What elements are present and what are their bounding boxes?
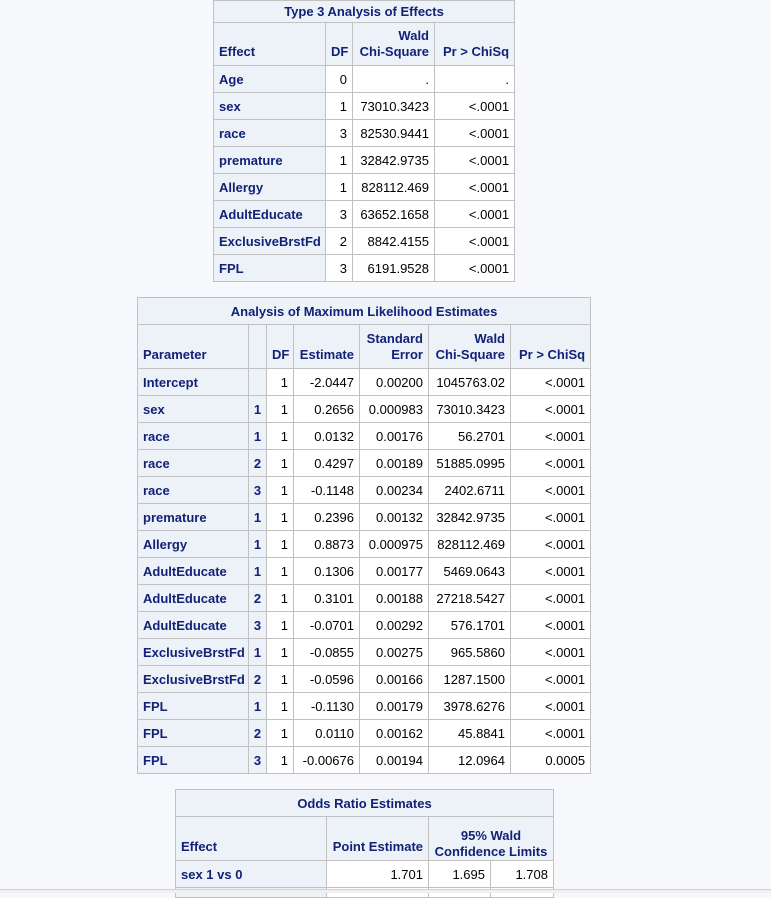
df-cell: 1 xyxy=(326,93,353,120)
estimate-cell: 0.2656 xyxy=(294,396,360,423)
df-cell: 1 xyxy=(267,639,294,666)
df-cell: 2 xyxy=(326,228,353,255)
standard-error-cell: 0.00179 xyxy=(360,693,429,720)
df-cell: 1 xyxy=(267,585,294,612)
df-cell: 1 xyxy=(326,147,353,174)
parameter-cell: race xyxy=(138,450,249,477)
estimate-cell: -0.0596 xyxy=(294,666,360,693)
estimate-cell: -0.00676 xyxy=(294,747,360,774)
estimate-cell: 0.0132 xyxy=(294,423,360,450)
pr-chisq-cell: <.0001 xyxy=(511,396,591,423)
pr-chisq-cell: <.0001 xyxy=(511,369,591,396)
pr-chisq-cell: <.0001 xyxy=(511,504,591,531)
table-row xyxy=(214,228,515,255)
wald-chi-square-cell: 965.5860 xyxy=(429,639,511,666)
header-line: Error xyxy=(391,347,423,362)
level-cell: 1 xyxy=(249,423,267,450)
parameter-cell: FPL xyxy=(138,747,249,774)
column-header-wald xyxy=(353,23,435,66)
wald-chi-square-cell: 73010.3423 xyxy=(429,396,511,423)
column-header-effect: Effect xyxy=(176,817,327,861)
table-row xyxy=(138,558,591,585)
df-cell: 1 xyxy=(267,720,294,747)
table-row xyxy=(214,147,515,174)
standard-error-cell: 0.00176 xyxy=(360,423,429,450)
df-cell: 1 xyxy=(267,369,294,396)
header-line: Chi-Square xyxy=(359,44,429,59)
wald-chi-square-cell: 27218.5427 xyxy=(429,585,511,612)
table-row xyxy=(138,693,591,720)
table-row xyxy=(138,585,591,612)
table-title: Odds Ratio Estimates xyxy=(176,790,554,817)
estimate-cell: 0.0110 xyxy=(294,720,360,747)
pr-chisq-cell: <.0001 xyxy=(435,201,515,228)
pr-chisq-cell: <.0001 xyxy=(435,120,515,147)
odds-ratio-table xyxy=(175,789,554,898)
column-header-level xyxy=(249,325,267,369)
level-cell: 1 xyxy=(249,396,267,423)
wald-chi-square-cell: 3978.6276 xyxy=(429,693,511,720)
df-cell: 1 xyxy=(267,612,294,639)
header-line: Wald xyxy=(398,28,429,43)
pr-chisq-cell: <.0001 xyxy=(511,531,591,558)
parameter-cell: ExclusiveBrstFd xyxy=(138,666,249,693)
estimate-cell: 0.1306 xyxy=(294,558,360,585)
df-cell: 1 xyxy=(267,504,294,531)
pr-chisq-cell: <.0001 xyxy=(435,147,515,174)
table-row xyxy=(138,612,591,639)
level-cell: 2 xyxy=(249,585,267,612)
header-line: 95% Wald xyxy=(460,828,522,843)
standard-error-cell: 0.00200 xyxy=(360,369,429,396)
df-cell: 0 xyxy=(326,66,353,93)
header-line: Confidence Limits xyxy=(434,844,548,859)
table-row xyxy=(214,255,515,282)
pr-chisq-cell: <.0001 xyxy=(511,693,591,720)
estimate-cell: -0.1130 xyxy=(294,693,360,720)
estimate-cell: 0.3101 xyxy=(294,585,360,612)
pr-chisq-cell: <.0001 xyxy=(511,666,591,693)
pr-chisq-cell: <.0001 xyxy=(511,477,591,504)
standard-error-cell: 0.00132 xyxy=(360,504,429,531)
pr-chisq-cell: <.0001 xyxy=(511,720,591,747)
column-header-pr: Pr > ChiSq xyxy=(435,23,515,66)
standard-error-cell: 0.00234 xyxy=(360,477,429,504)
wald-chi-square-cell: 56.2701 xyxy=(429,423,511,450)
parameter-cell: FPL xyxy=(138,693,249,720)
level-cell: 3 xyxy=(249,477,267,504)
wald-chi-square-cell: 2402.6711 xyxy=(429,477,511,504)
wald-chi-square-cell: 51885.0995 xyxy=(429,450,511,477)
level-cell: 3 xyxy=(249,612,267,639)
column-header-df: DF xyxy=(267,325,294,369)
pr-chisq-cell: <.0001 xyxy=(511,558,591,585)
table-row xyxy=(214,201,515,228)
wald-chi-square-cell: 828112.469 xyxy=(429,531,511,558)
wald-chi-square-cell: 1287.1500 xyxy=(429,666,511,693)
df-cell: 1 xyxy=(326,174,353,201)
table-row xyxy=(176,861,554,888)
df-cell: 1 xyxy=(267,423,294,450)
parameter-cell: AdultEducate xyxy=(138,558,249,585)
wald-chi-square-cell: 32842.9735 xyxy=(353,147,435,174)
estimate-cell: 0.2396 xyxy=(294,504,360,531)
estimate-cell: -0.0855 xyxy=(294,639,360,666)
wald-chi-square-cell: 1045763.02 xyxy=(429,369,511,396)
table-row xyxy=(138,477,591,504)
table-row xyxy=(138,747,591,774)
df-cell: 1 xyxy=(267,558,294,585)
column-header-wald xyxy=(429,325,511,369)
table-title: Type 3 Analysis of Effects xyxy=(214,1,515,23)
parameter-cell: premature xyxy=(138,504,249,531)
pr-chisq-cell: <.0001 xyxy=(435,228,515,255)
effect-cell: race xyxy=(214,120,326,147)
lower-limit-cell: 1.695 xyxy=(429,861,491,888)
column-header-point-estimate: Point Estimate xyxy=(327,817,429,861)
table-row xyxy=(138,531,591,558)
standard-error-cell: 0.00194 xyxy=(360,747,429,774)
effect-cell: sex 1 vs 0 xyxy=(176,861,327,888)
estimate-cell: 0.4297 xyxy=(294,450,360,477)
standard-error-cell: 0.000975 xyxy=(360,531,429,558)
wald-chi-square-cell: 63652.1658 xyxy=(353,201,435,228)
df-cell: 3 xyxy=(326,255,353,282)
df-cell: 3 xyxy=(326,201,353,228)
column-header-effect: Effect xyxy=(214,23,326,66)
estimate-cell: -0.1148 xyxy=(294,477,360,504)
standard-error-cell: 0.000983 xyxy=(360,396,429,423)
df-cell: 3 xyxy=(326,120,353,147)
table-row xyxy=(214,120,515,147)
type3-analysis-table xyxy=(213,0,515,282)
standard-error-cell: 0.00189 xyxy=(360,450,429,477)
df-cell: 1 xyxy=(267,477,294,504)
standard-error-cell: 0.00275 xyxy=(360,639,429,666)
effect-cell: premature xyxy=(214,147,326,174)
table-title: Analysis of Maximum Likelihood Estimates xyxy=(138,298,591,325)
pr-chisq-cell: <.0001 xyxy=(511,450,591,477)
table-row xyxy=(138,450,591,477)
wald-chi-square-cell: 6191.9528 xyxy=(353,255,435,282)
pr-chisq-cell: <.0001 xyxy=(511,639,591,666)
df-cell: 1 xyxy=(267,693,294,720)
pr-chisq-cell: <.0001 xyxy=(435,93,515,120)
table-row xyxy=(214,66,515,93)
window-bottom-edge xyxy=(0,889,771,893)
parameter-cell: FPL xyxy=(138,720,249,747)
wald-chi-square-cell: 32842.9735 xyxy=(429,504,511,531)
mle-table xyxy=(137,297,591,774)
level-cell: 2 xyxy=(249,720,267,747)
table-row xyxy=(138,639,591,666)
table-row xyxy=(138,396,591,423)
effect-cell: FPL xyxy=(214,255,326,282)
wald-chi-square-cell: . xyxy=(353,66,435,93)
standard-error-cell: 0.00166 xyxy=(360,666,429,693)
pr-chisq-cell: <.0001 xyxy=(511,423,591,450)
effect-cell: Age xyxy=(214,66,326,93)
level-cell: 2 xyxy=(249,450,267,477)
table-row xyxy=(138,423,591,450)
parameter-cell: race xyxy=(138,423,249,450)
column-header-pr: Pr > ChiSq xyxy=(511,325,591,369)
table-row xyxy=(214,93,515,120)
standard-error-cell: 0.00292 xyxy=(360,612,429,639)
df-cell: 1 xyxy=(267,747,294,774)
df-cell: 1 xyxy=(267,396,294,423)
level-cell: 1 xyxy=(249,531,267,558)
effect-cell: ExclusiveBrstFd xyxy=(214,228,326,255)
pr-chisq-cell: <.0001 xyxy=(511,585,591,612)
wald-chi-square-cell: 12.0964 xyxy=(429,747,511,774)
table-row xyxy=(138,720,591,747)
wald-chi-square-cell: 828112.469 xyxy=(353,174,435,201)
level-cell: 1 xyxy=(249,639,267,666)
level-cell: 2 xyxy=(249,666,267,693)
column-header-confidence-limits xyxy=(429,817,554,861)
pr-chisq-cell: 0.0005 xyxy=(511,747,591,774)
effect-cell: AdultEducate xyxy=(214,201,326,228)
df-cell: 1 xyxy=(267,531,294,558)
column-header-df: DF xyxy=(326,23,353,66)
parameter-cell: Intercept xyxy=(138,369,249,396)
effect-cell: Allergy xyxy=(214,174,326,201)
df-cell: 1 xyxy=(267,450,294,477)
parameter-cell: AdultEducate xyxy=(138,612,249,639)
column-header-estimate: Estimate xyxy=(294,325,360,369)
upper-limit-cell: 1.708 xyxy=(491,861,554,888)
df-cell: 1 xyxy=(267,666,294,693)
wald-chi-square-cell: 5469.0643 xyxy=(429,558,511,585)
standard-error-cell: 0.00162 xyxy=(360,720,429,747)
point-estimate-cell: 1.701 xyxy=(327,861,429,888)
estimate-cell: -0.0701 xyxy=(294,612,360,639)
table-row xyxy=(138,369,591,396)
header-line: Chi-Square xyxy=(435,347,505,362)
effect-cell: sex xyxy=(214,93,326,120)
level-cell xyxy=(249,369,267,396)
parameter-cell: race xyxy=(138,477,249,504)
wald-chi-square-cell: 82530.9441 xyxy=(353,120,435,147)
parameter-cell: AdultEducate xyxy=(138,585,249,612)
header-line: Wald xyxy=(474,331,505,346)
level-cell: 1 xyxy=(249,693,267,720)
parameter-cell: Allergy xyxy=(138,531,249,558)
column-header-parameter: Parameter xyxy=(138,325,249,369)
pr-chisq-cell: <.0001 xyxy=(435,255,515,282)
pr-chisq-cell: <.0001 xyxy=(511,612,591,639)
table-row xyxy=(138,666,591,693)
column-header-standard-error xyxy=(360,325,429,369)
wald-chi-square-cell: 73010.3423 xyxy=(353,93,435,120)
level-cell: 1 xyxy=(249,504,267,531)
standard-error-cell: 0.00188 xyxy=(360,585,429,612)
wald-chi-square-cell: 8842.4155 xyxy=(353,228,435,255)
table-row xyxy=(138,504,591,531)
level-cell: 3 xyxy=(249,747,267,774)
estimate-cell: 0.8873 xyxy=(294,531,360,558)
level-cell: 1 xyxy=(249,558,267,585)
pr-chisq-cell: . xyxy=(435,66,515,93)
header-line: Standard xyxy=(366,331,423,346)
standard-error-cell: 0.00177 xyxy=(360,558,429,585)
wald-chi-square-cell: 45.8841 xyxy=(429,720,511,747)
parameter-cell: sex xyxy=(138,396,249,423)
parameter-cell: ExclusiveBrstFd xyxy=(138,639,249,666)
pr-chisq-cell: <.0001 xyxy=(435,174,515,201)
table-row xyxy=(214,174,515,201)
wald-chi-square-cell: 576.1701 xyxy=(429,612,511,639)
estimate-cell: -2.0447 xyxy=(294,369,360,396)
